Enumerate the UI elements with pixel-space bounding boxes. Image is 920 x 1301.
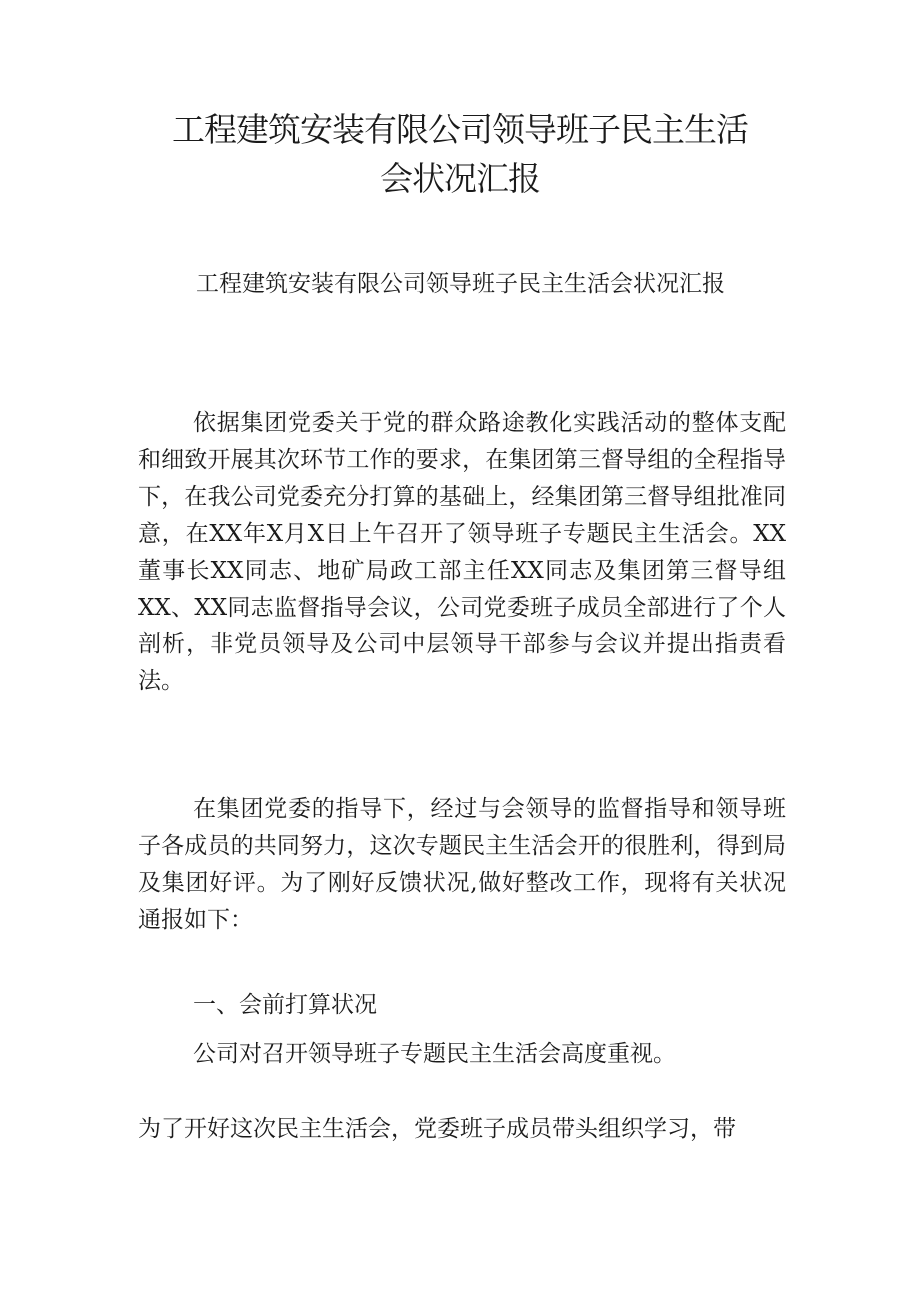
paragraph-summary: 在集团党委的指导下，经过与会领导的监督指导和领导班子各成员的共同努力，这次专题民主生活会开的很胜利，得到局及集团好评。为了刚好反馈状况,做好整改工作，现将有关状况通报如下： (138, 796, 786, 933)
paragraph-section1-body: 为了开好这次民主生活会，党委班子成员带头组织学习，带 (138, 1116, 736, 1142)
document-title-line-1: 工程建筑安装有限公司领导班子民主生活 (172, 110, 748, 149)
paragraph-intro: 依据集团党委关于党的群众路途教化实践活动的整体支配和细致开展其次环节工作的要求，在集团第三督导组的全程指导下，在我公司党委充分打算的基础上，经集团第三督导组批准同意，在XX年X月X日上午召开了领导班子专题民主生活会。XX董事长XX同志、地矿局政工部主任XX同志及集团第三督导组XX、XX同志监督指导会议，公司党委班子成员全部进行了个人剖析，非党员领导及公司中层领导干部参与会议并提出指责看法。 (138, 410, 786, 695)
section-heading-1: 一、会前打算状况 (193, 992, 377, 1018)
document-subtitle: 工程建筑安装有限公司领导班子民主生活会状况汇报 (196, 271, 725, 297)
paragraph-section1-lead: 公司对召开领导班子专题民主生活会高度重视。 (193, 1041, 676, 1067)
document-title-line-2: 会状况汇报 (380, 159, 540, 198)
